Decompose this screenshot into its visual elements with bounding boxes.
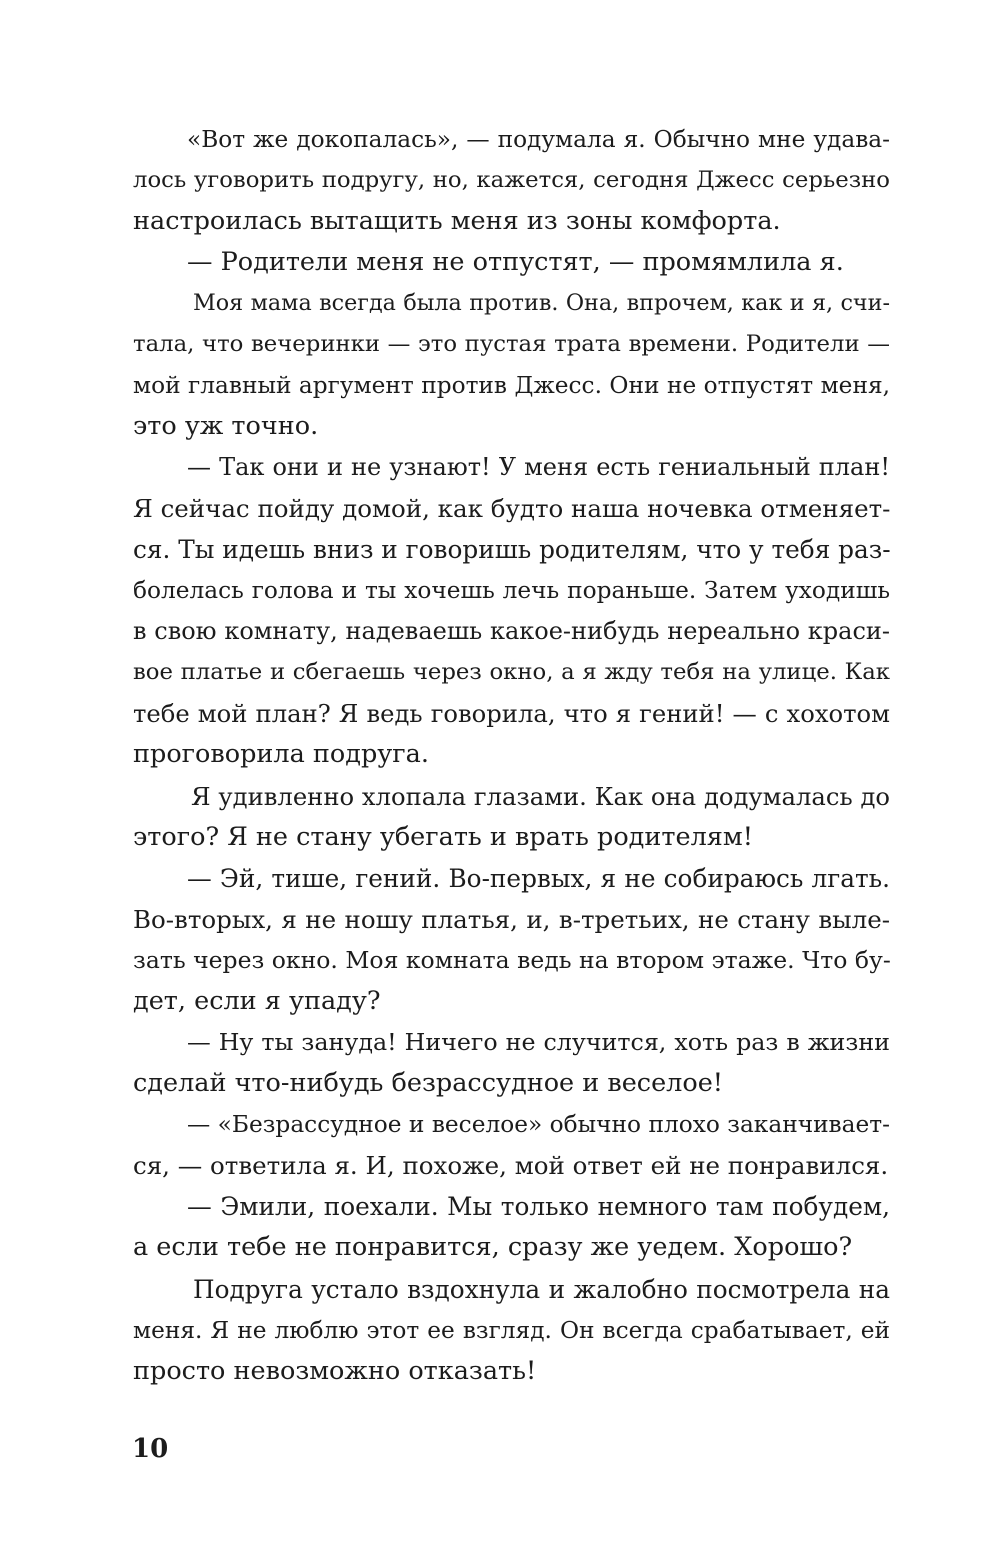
text-line: Во-вторых, я не ношу платья, и, в-третьих, не стану выле- <box>133 905 890 934</box>
text-line: болелась голова и ты хочешь лечь пораньше. Затем уходишь <box>133 577 890 604</box>
text-line: зать через окно. Моя комната ведь на втором этаже. Что бу- <box>133 946 891 974</box>
text-line: мой главный аргумент против Джесс. Они не отпустят меня, <box>133 372 890 399</box>
text-line: сделай что-нибудь безрассудное и веселое! <box>133 1068 724 1098</box>
text-line: меня. Я не люблю этот ее взгляд. Он всегда срабатывает, ей <box>133 1317 890 1344</box>
text-line: вое платье и сбегаешь через окно, а я жду тебя на улице. Как <box>133 659 890 685</box>
text-line: Моя мама всегда была против. Она, впрочем, как и я, счи- <box>193 290 890 316</box>
text-line: ся, — ответила я. И, похоже, мой ответ ей не понравился. <box>133 1151 889 1180</box>
text-line: просто невозможно отказать! <box>133 1356 537 1386</box>
text-line: в свою комнату, надеваешь какое-нибудь нереально краси- <box>133 617 890 645</box>
text-line: тебе мой план? Я ведь говорила, что я гений! — с хохотом <box>133 699 890 728</box>
text-line: Я удивленно хлопала глазами. Как она додумалась до <box>191 782 890 811</box>
text-line: лось уговорить подругу, но, кажется, сегодня Джесс серьезно <box>133 167 890 193</box>
text-line: — Эй, тише, гений. Во-первых, я не собираюсь лгать. <box>187 864 890 893</box>
text-line: ся. Ты идешь вниз и говоришь родителям, что у тебя раз- <box>133 535 891 564</box>
text-line: — Ну ты зануда! Ничего не случится, хоть раз в жизни <box>187 1028 890 1056</box>
text-line: этого? Я не стану убегать и врать родителям! <box>133 822 753 852</box>
text-line: настроилась вытащить меня из зоны комфорта. <box>133 206 781 236</box>
text-line: — «Безрассудное и веселое» обычно плохо заканчивает- <box>187 1111 890 1138</box>
text-line: «Вот же докопалась», — подумала я. Обычно мне удава- <box>187 126 890 153</box>
text-line: проговорила подруга. <box>133 739 429 769</box>
text-line: — Так они и не узнают! У меня есть гениальный план! <box>187 453 890 481</box>
text-line: это уж точно. <box>133 411 319 441</box>
text-line: — Родители меня не отпустят, — промямлила я. <box>187 247 844 277</box>
text-line: Я сейчас пойду домой, как будто наша ночевка отменяет- <box>133 494 891 523</box>
text-line: а если тебе не понравится, сразу же уедем. Хорошо? <box>133 1232 853 1262</box>
text-line: — Эмили, поехали. Мы только немного там побудем, <box>187 1192 890 1221</box>
text-line: Подруга устало вздохнула и жалобно посмотрела на <box>193 1275 890 1304</box>
page-number: 10 <box>132 1434 169 1464</box>
text-line: тала, что вечеринки — это пустая трата времени. Родители — <box>133 331 890 357</box>
text-line: дет, если я упаду? <box>133 986 381 1016</box>
